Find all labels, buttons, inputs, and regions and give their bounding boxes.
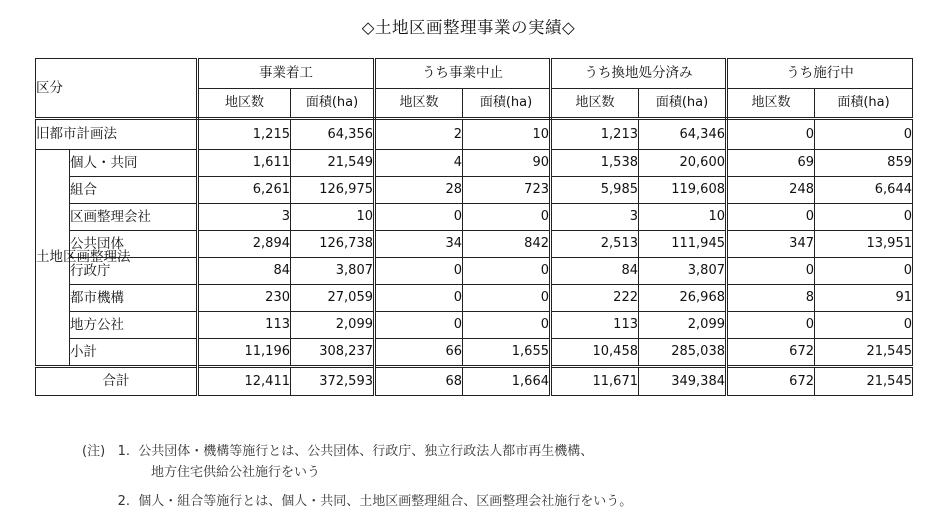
table-cell: 3,807: [291, 258, 375, 285]
table-row-total: [36, 367, 913, 396]
table-cell: 6,261: [198, 177, 291, 204]
table-cell: 0: [463, 258, 551, 285]
footnotes: [82, 441, 632, 512]
note-number: 2.: [117, 494, 130, 509]
table-cell: 2: [375, 119, 463, 150]
row-label: 区画整理会社: [70, 204, 198, 231]
table-cell: 2,513: [551, 231, 639, 258]
table-cell: 372,593: [291, 367, 375, 396]
header-kubun: 区分: [36, 59, 198, 119]
table-cell: 21,545: [815, 339, 913, 367]
table-cell: 0: [463, 285, 551, 312]
table-row: [36, 285, 913, 312]
table-row: [36, 312, 913, 339]
table-cell: 0: [463, 312, 551, 339]
subheader-area: 面積(ha): [291, 89, 375, 119]
table-cell: 723: [463, 177, 551, 204]
footnote-2: [82, 491, 632, 512]
table-cell: 64,346: [639, 119, 727, 150]
footnote-1: [82, 441, 632, 462]
table-cell: 21,545: [815, 367, 913, 396]
table-cell: 2,099: [639, 312, 727, 339]
subheader-area: 面積(ha): [463, 89, 551, 119]
header-group-started: 事業着工: [198, 59, 375, 89]
row-label-total: 合計: [36, 367, 198, 396]
row-label: 公共団体: [70, 231, 198, 258]
table-cell: 113: [198, 312, 291, 339]
table-cell: 10: [463, 119, 551, 150]
note-prefix: (注): [82, 444, 106, 459]
table-cell: 0: [375, 312, 463, 339]
table-cell: 347: [727, 231, 815, 258]
subheader-area: 面積(ha): [815, 89, 913, 119]
table-cell: 10: [291, 204, 375, 231]
table-cell: 12,411: [198, 367, 291, 396]
table-cell: 285,038: [639, 339, 727, 367]
table-cell: 66: [375, 339, 463, 367]
table-cell: 1,213: [551, 119, 639, 150]
table-cell: 64,356: [291, 119, 375, 150]
table-cell: 21,549: [291, 150, 375, 177]
table-cell: 84: [198, 258, 291, 285]
table-cell: 2,099: [291, 312, 375, 339]
results-table: [35, 58, 913, 396]
table-row: [36, 204, 913, 231]
table-cell: 3,807: [639, 258, 727, 285]
table-cell: 10: [639, 204, 727, 231]
table-cell: 672: [727, 339, 815, 367]
table-cell: 26,968: [639, 285, 727, 312]
table-cell: 1,215: [198, 119, 291, 150]
table-cell: 11,196: [198, 339, 291, 367]
table-cell: 69: [727, 150, 815, 177]
table-cell: 1,538: [551, 150, 639, 177]
table-cell: 859: [815, 150, 913, 177]
row-label: 地方公社: [70, 312, 198, 339]
table-cell: 126,975: [291, 177, 375, 204]
table-cell: 0: [375, 258, 463, 285]
table-cell: 6,644: [815, 177, 913, 204]
table-cell: 11,671: [551, 367, 639, 396]
subheader-count: 地区数: [375, 89, 463, 119]
subheader-count: 地区数: [551, 89, 639, 119]
table-cell: 349,384: [639, 367, 727, 396]
table-cell: 0: [727, 312, 815, 339]
header-row-groups: [36, 59, 913, 89]
header-group-in-progress: うち施行中: [727, 59, 913, 89]
table-cell: 0: [815, 312, 913, 339]
header-group-discontinued: うち事業中止: [375, 59, 551, 89]
page-title: ◇土地区画整理事業の実績◇: [361, 18, 576, 37]
table-cell: 0: [815, 119, 913, 150]
table-row: [36, 231, 913, 258]
table-cell: 1,611: [198, 150, 291, 177]
note-text: 個人・組合等施行とは、個人・共同、土地区画整理組合、区画整理会社施行をいう。: [138, 494, 633, 509]
note-text: 地方住宅供給公社施行をいう: [151, 465, 321, 480]
table-cell: 5,985: [551, 177, 639, 204]
table-cell: 126,738: [291, 231, 375, 258]
table-cell: 0: [375, 204, 463, 231]
row-label: 個人・共同: [70, 150, 198, 177]
table-cell: 0: [727, 204, 815, 231]
header-group-replotted: うち換地処分済み: [551, 59, 727, 89]
table-cell: 248: [727, 177, 815, 204]
table-cell: 842: [463, 231, 551, 258]
table-cell: 119,608: [639, 177, 727, 204]
row-label: 小計: [70, 339, 198, 367]
table-cell: 27,059: [291, 285, 375, 312]
table-cell: 0: [815, 258, 913, 285]
subheader-area: 面積(ha): [639, 89, 727, 119]
subheader-count: 地区数: [727, 89, 815, 119]
table-cell: 10,458: [551, 339, 639, 367]
table-cell: 0: [727, 119, 815, 150]
table-cell: 4: [375, 150, 463, 177]
table-cell: 0: [815, 204, 913, 231]
act-vertical-label: 土地区画整理法: [36, 150, 70, 367]
table-row: [36, 339, 913, 367]
table-cell: 230: [198, 285, 291, 312]
table-cell: 2,894: [198, 231, 291, 258]
table-cell: 0: [463, 204, 551, 231]
footnote-1-continued: [82, 462, 632, 483]
table-cell: 8: [727, 285, 815, 312]
table-row: [36, 150, 913, 177]
table-cell: 0: [727, 258, 815, 285]
table-row: [36, 177, 913, 204]
table-cell: 1,655: [463, 339, 551, 367]
table-cell: 84: [551, 258, 639, 285]
row-label: 行政庁: [70, 258, 198, 285]
table-cell: 3: [551, 204, 639, 231]
table-cell: 1,664: [463, 367, 551, 396]
table-cell: 13,951: [815, 231, 913, 258]
note-number: 1.: [117, 444, 130, 459]
table-cell: 34: [375, 231, 463, 258]
table-cell: 20,600: [639, 150, 727, 177]
table-cell: 113: [551, 312, 639, 339]
table-cell: 90: [463, 150, 551, 177]
subheader-count: 地区数: [198, 89, 291, 119]
table-cell: 68: [375, 367, 463, 396]
row-label: 組合: [70, 177, 198, 204]
note-text: 公共団体・機構等施行とは、公共団体、行政庁、独立行政法人都市再生機構、: [138, 444, 594, 459]
table-cell: 308,237: [291, 339, 375, 367]
table-cell: 3: [198, 204, 291, 231]
table-cell: 111,945: [639, 231, 727, 258]
table-row-old-law: [36, 119, 913, 150]
table-cell: 672: [727, 367, 815, 396]
table-cell: 28: [375, 177, 463, 204]
table-cell: 222: [551, 285, 639, 312]
act-rows: [36, 150, 913, 367]
table-cell: 91: [815, 285, 913, 312]
row-label: 旧都市計画法: [36, 119, 198, 150]
table-row: [36, 258, 913, 285]
table-cell: 0: [375, 285, 463, 312]
row-label: 都市機構: [70, 285, 198, 312]
